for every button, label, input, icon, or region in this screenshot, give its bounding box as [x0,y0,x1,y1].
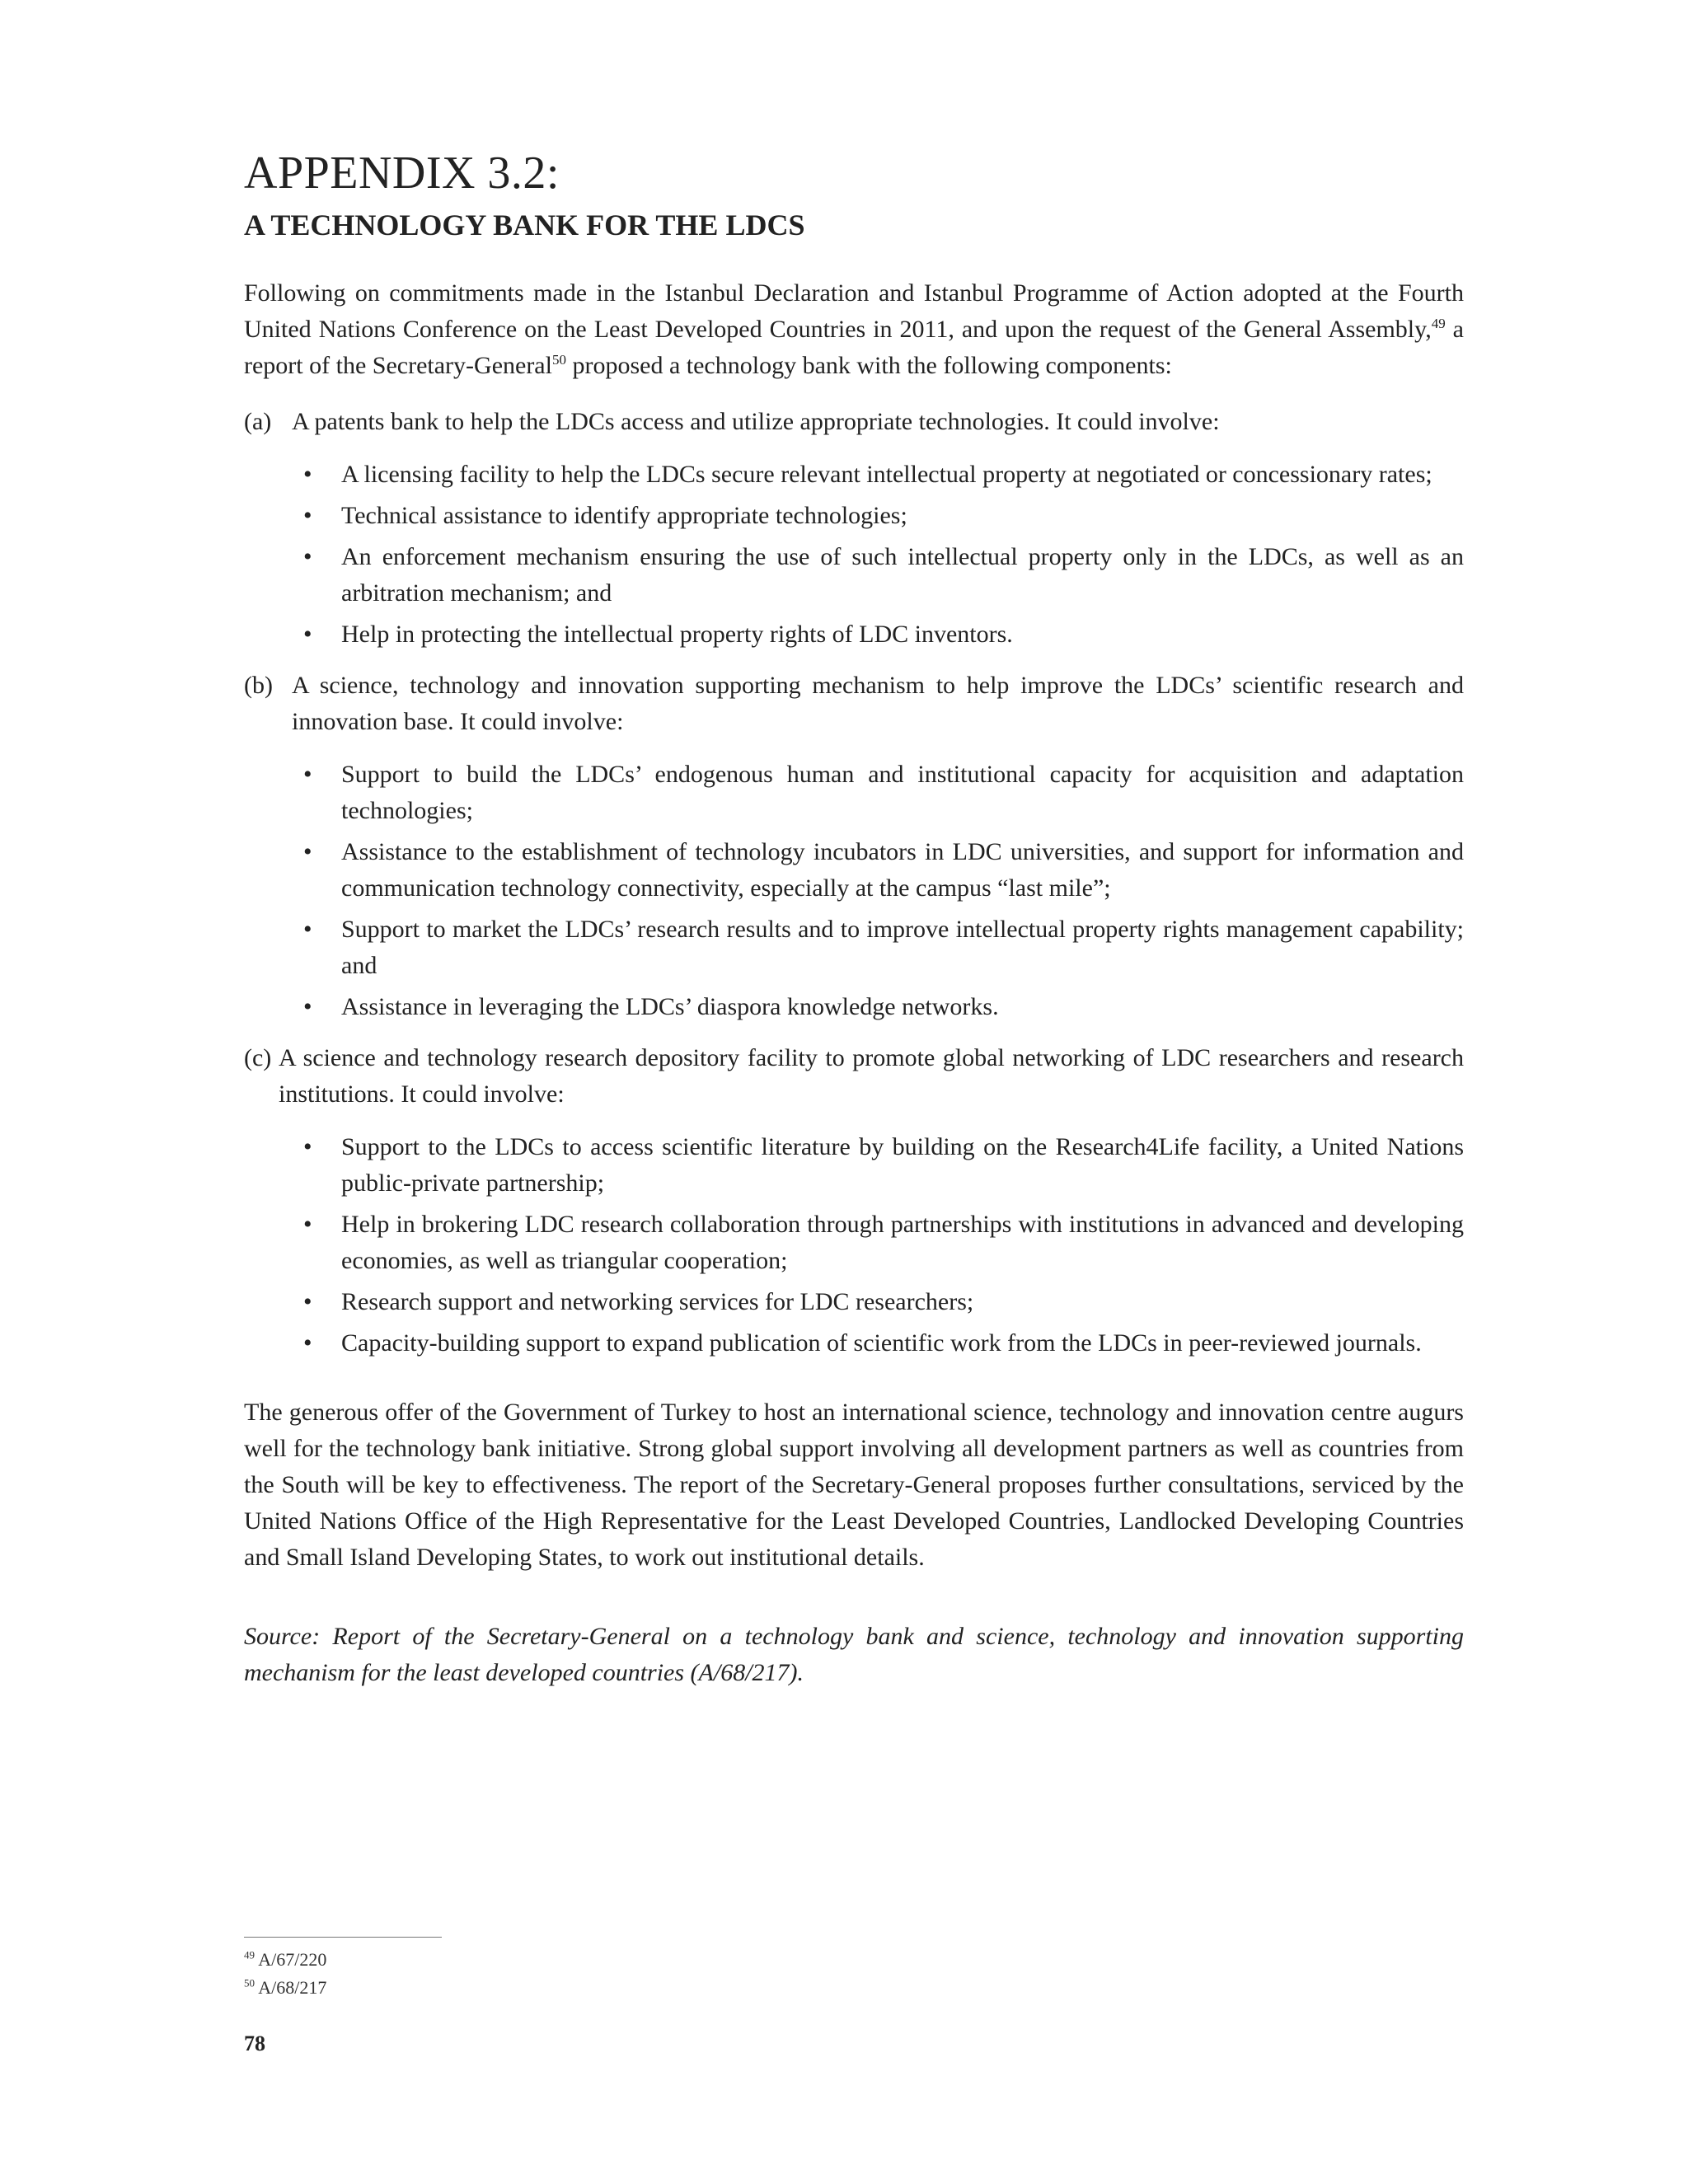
list-item: • Research support and networking services for LDC researchers; [341,1284,1464,1320]
intro-paragraph [244,275,1464,384]
intro-text-2: a report of the Secretary-General [244,315,1464,379]
source-note: Source: Report of the Secretary-General on a technology bank and science, technology and innovation supporting mechanism for the least developed countries (A/68/217). [244,1622,1464,1686]
section-a-bullets [244,457,1464,653]
appendix-subtitle: A TECHNOLOGY BANK FOR THE LDCS [244,209,805,242]
list-item: • An enforcement mechanism ensuring the use of such intellectual property only in the LDCs, as well as an arbitration mechanism; and [341,539,1464,612]
bullet-icon: • [303,915,312,943]
section-a [244,404,1464,440]
page-number: 78 [244,2032,265,2055]
bullet-icon: • [303,1210,312,1238]
footnote-number: 50 [244,1976,255,1990]
footnote-text: A/68/217 [258,1977,327,1998]
list-item: • Help in protecting the intellectual property rights of LDC inventors. [341,616,1464,653]
bullet-icon: • [303,1287,312,1315]
footnote-text: A/67/220 [258,1949,327,1970]
list-item: • Capacity-building support to expand publication of scientific work from the LDCs in peer-reviewed journals. [341,1325,1464,1361]
bullet-icon: • [303,837,312,865]
footnote-ref-50[interactable]: 50 [551,351,566,368]
section-c-bullets [244,1129,1464,1361]
footnote-ref-49[interactable]: 49 [1431,315,1446,331]
list-item: • Support to the LDCs to access scientific literature by building on the Research4Life facility, a United Nations public-private partnership; [341,1129,1464,1202]
footnote-divider [244,1937,442,1938]
bullet-icon: • [303,542,312,570]
footnotes [244,1937,442,2002]
list-item: • A licensing facility to help the LDCs secure relevant intellectual property at negotiated or concessionary rates; [341,457,1464,493]
document-page [244,147,1464,1691]
bullet-icon: • [303,501,312,529]
bullet-icon: • [303,1329,312,1357]
list-item: • Technical assistance to identify appropriate technologies; [341,498,1464,534]
footnote-49 [244,1946,442,1974]
bullet-icon: • [303,992,312,1020]
list-item: • Help in brokering LDC research collaboration through partnerships with institutions in advanced and developing economies, as well as triangular cooperation; [341,1207,1464,1279]
section-text: A science and technology research depository facility to promote global networking of LDC researchers and research institutions. It could involve: [279,1043,1464,1108]
section-b-bullets [244,757,1464,1025]
closing-paragraph: The generous offer of the Government of Turkey to host an international science, technology and innovation centre augurs well for the technology bank initiative. Strong global support involving all development partners as well as countries from the South will be key to effectiveness. The report of the Secretary-General proposes further consultations, serviced by the United Nations Office of the High Representative for the Least Developed Countries, Landlocked Developing Countries and Small Island Developing States, to work out institutional details. [244,1398,1464,1571]
intro-text-3: proposed a technology bank with the following components: [565,351,1172,379]
footnote-number: 49 [244,1948,255,1961]
intro-text-1: Following on commitments made in the Istanbul Declaration and Istanbul Programme of Action adopted at the Fourth United Nations Conference on the Least Developed Countries in 2011, and upon the request of the General Assembly, [244,279,1464,343]
section-b [244,668,1464,740]
section-c [244,1040,1464,1113]
list-item: • Assistance to the establishment of technology incubators in LDC universities, and support for information and communication technology connectivity, especially at the campus “last mile”; [341,834,1464,907]
appendix-title: APPENDIX 3.2: [244,148,560,199]
section-marker: (b) [244,671,273,699]
section-text: A patents bank to help the LDCs access and utilize appropriate technologies. It could involve: [292,407,1220,435]
section-text: A science, technology and innovation supporting mechanism to help improve the LDCs’ scientific research and innovation base. It could involve: [292,671,1464,735]
list-item: • Support to build the LDCs’ endogenous human and institutional capacity for acquisition and adaptation technologies; [341,757,1464,829]
footnote-50 [244,1974,442,2002]
bullet-icon: • [303,760,312,788]
list-item: • Support to market the LDCs’ research results and to improve intellectual property rights management capability; and [341,912,1464,984]
list-item: • Assistance in leveraging the LDCs’ diaspora knowledge networks. [341,989,1464,1025]
bullet-icon: • [303,1132,312,1160]
section-marker: (c) [244,1043,272,1071]
bullet-icon: • [303,620,312,648]
section-marker: (a) [244,407,272,435]
bullet-icon: • [303,460,312,488]
